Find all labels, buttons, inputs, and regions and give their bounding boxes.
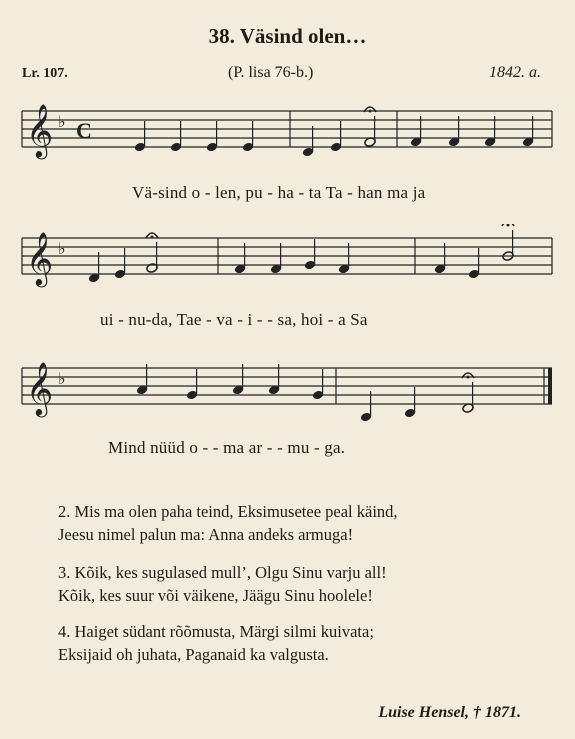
quarter-note: [410, 116, 422, 147]
lyrics-line-2: ui - nu-da, Tae - va - i - - sa, hoi - a Sa: [100, 310, 368, 329]
quarter-note: [234, 243, 246, 274]
quarter-note: [484, 116, 496, 147]
treble-clef-icon: 𝄞: [26, 231, 54, 285]
quarter-note: [360, 391, 372, 422]
quarter-note: [448, 116, 460, 147]
quarter-note: [468, 248, 480, 279]
quarter-note: [522, 116, 534, 147]
quarter-note: [136, 364, 148, 395]
half-note: [462, 373, 474, 413]
flat-sign-icon: ♭: [58, 239, 66, 258]
verse-4-line-2: Eksijaid oh juhata, Paganaid ka valgusta.: [58, 645, 329, 664]
quarter-note: [330, 121, 342, 152]
treble-clef-icon: 𝄞: [26, 103, 54, 157]
half-note: [364, 107, 376, 147]
flat-sign-icon: ♭: [58, 369, 66, 388]
verse-2: [58, 500, 398, 546]
music-staff-3: [18, 350, 558, 430]
half-note: [146, 233, 158, 273]
quarter-note: [312, 369, 324, 400]
quarter-note: [304, 239, 316, 270]
music-staff-2: [18, 224, 558, 304]
quarter-note: [186, 369, 198, 400]
quarter-note: [242, 121, 254, 152]
verse-4-line-1: 4. Haiget südant rõõmusta, Märgi silmi kuivata;: [58, 622, 374, 641]
music-staff-1: [18, 96, 558, 166]
author-credit: Luise Hensel, † 1871.: [378, 704, 521, 721]
common-time-symbol: C: [76, 118, 92, 143]
hymn-title: 38. Väsind olen…: [208, 24, 367, 48]
verse-2-line-2: Jeesu nimel palun ma: Anna andeks armuga!: [58, 525, 354, 544]
quarter-note: [270, 243, 282, 274]
treble-clef-icon: 𝄞: [26, 361, 54, 415]
quarter-note: [268, 364, 280, 395]
lyrics-line-1: Vä-sind o - len, pu - ha - ta Ta - han ma ja: [132, 183, 426, 202]
quarter-note: [88, 252, 100, 283]
quarter-note: [206, 121, 218, 152]
quarter-note: [170, 121, 182, 152]
supplement-reference: (P. lisa 76-b.): [228, 64, 314, 81]
melody-year: 1842. a.: [489, 64, 541, 81]
verse-4: [58, 620, 374, 666]
verse-3: [58, 561, 387, 607]
quarter-note: [302, 126, 314, 157]
verse-3-line-2: Kõik, kes suur või väikene, Jäägu Sinu hoolele!: [58, 586, 373, 605]
quarter-note: [134, 121, 146, 152]
lyrics-line-3: Mind nüüd o - - ma ar - - mu - ga.: [108, 438, 346, 457]
hymnal-reference: Lr. 107.: [22, 66, 68, 81]
verse-2-line-1: 2. Mis ma olen paha teind, Eksimusetee peal käind,: [58, 502, 398, 521]
quarter-note: [338, 243, 350, 274]
quarter-note: [404, 387, 416, 418]
verse-3-line-1: 3. Kõik, kes sugulased mull’, Olgu Sinu varju all!: [58, 563, 387, 582]
flat-sign-icon: ♭: [58, 112, 66, 131]
quarter-note: [114, 248, 126, 279]
quarter-note: [434, 243, 446, 274]
quarter-note: [232, 364, 244, 395]
